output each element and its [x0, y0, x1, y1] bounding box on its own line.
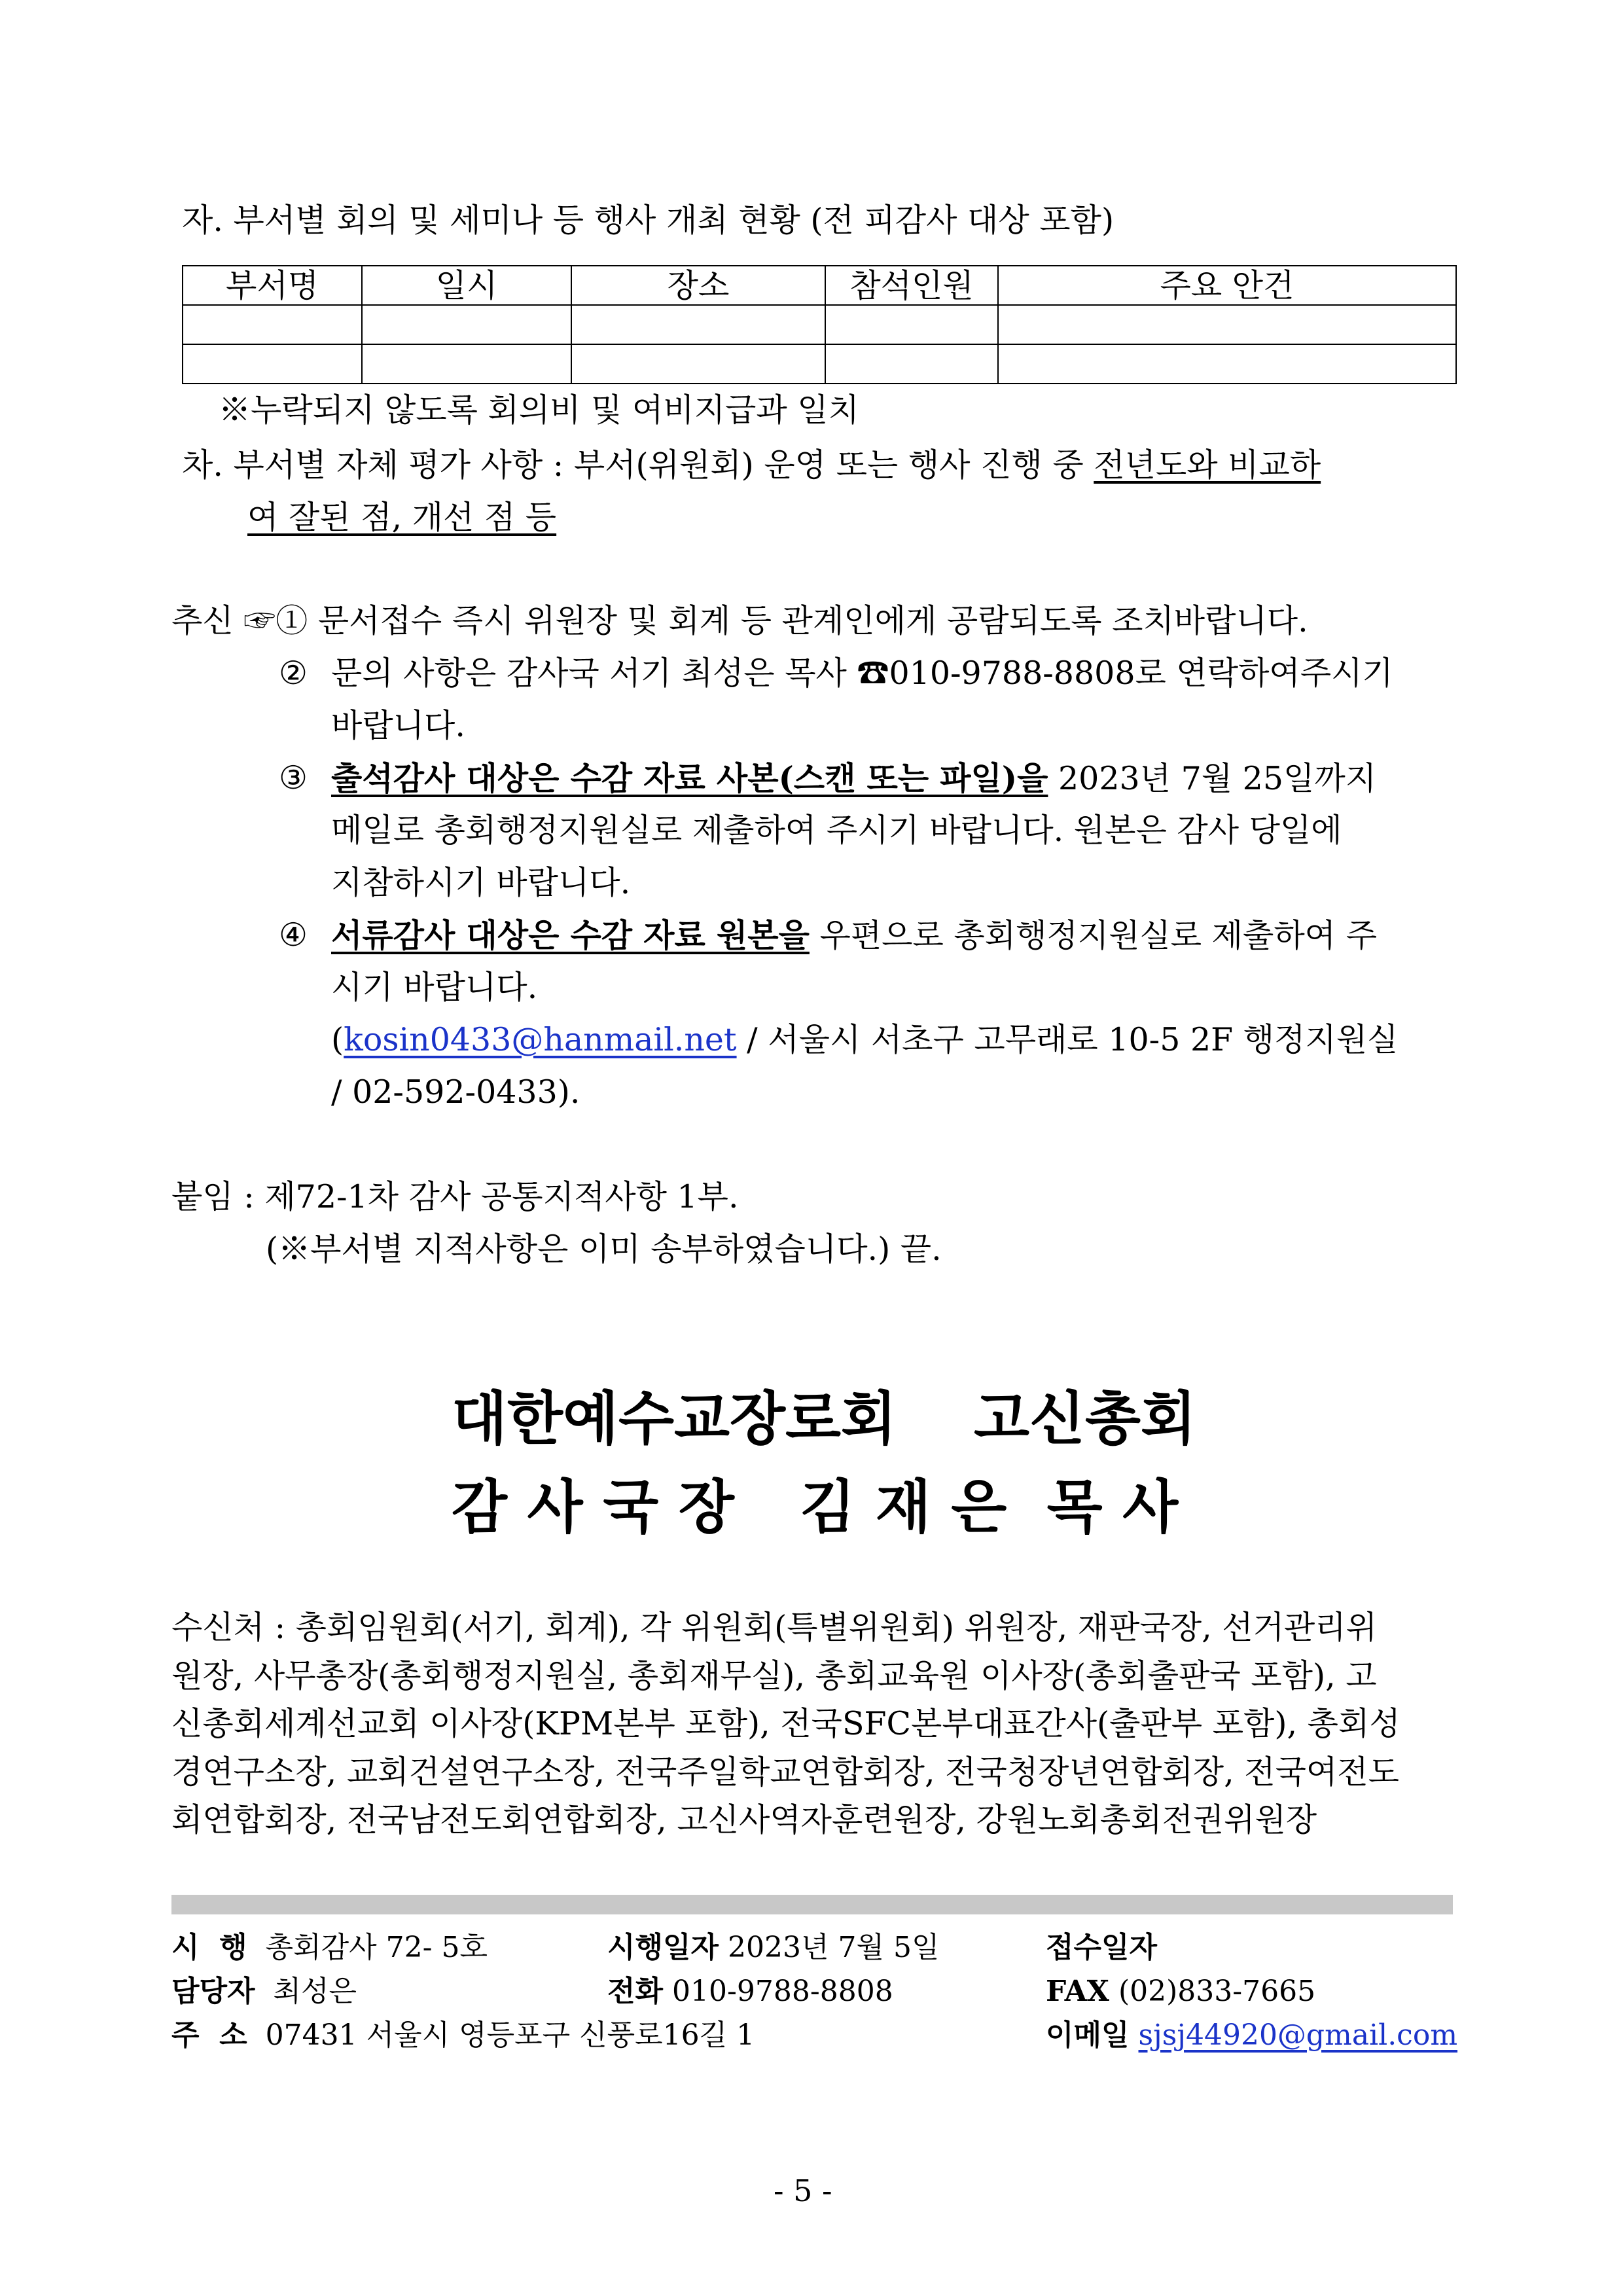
- footer-doc-no-label: 시 행: [171, 1931, 247, 1964]
- attachment-line2: (※부서별 지적사항은 이미 송부하였습니다.) 끝.: [266, 1230, 942, 1268]
- postscript-item3-line2: 메일로 총회행정지원실로 제출하여 주시기 바랍니다. 원본은 감사 당일에: [331, 812, 1342, 849]
- table-header-cell: 일시: [362, 266, 571, 305]
- footer-fax-label: FAX: [1046, 1975, 1109, 2008]
- postscript-item4-bold: 서류감사 대상은 수감 자료 원본을: [331, 916, 810, 954]
- page-number: - 5 -: [774, 2173, 832, 2208]
- footer-date: [607, 1931, 939, 1965]
- table-header-cell: 참석인원: [825, 266, 998, 305]
- footer-doc-no-value: 총회감사 72- 5호: [265, 1931, 488, 1964]
- recipients-line: 회연합회장, 전국남전도회연합회장, 고신사역자훈련원장, 강원노회총회전권위원장: [171, 1801, 1317, 1839]
- postscript-item3-line1: [331, 759, 1376, 798]
- recipients-line: 수신처 : 총회임원회(서기, 회계), 각 위원회(특별위원회) 위원장, 재판국장, 선거관리위: [171, 1609, 1377, 1646]
- postscript-item4-line1: [331, 916, 1377, 956]
- footer-date-value: 2023년 7월 5일: [728, 1931, 940, 1964]
- event-table: [182, 265, 1457, 384]
- footer-email-link[interactable]: sjsj44920@gmail.com: [1138, 2018, 1458, 2052]
- postscript-item3-bold: 출석감사 대상은 수감 자료 사본(스캔 또는 파일)을: [331, 759, 1048, 797]
- table-row: [183, 305, 1456, 344]
- footer-divider-bar: [171, 1895, 1453, 1914]
- table-cell: [998, 305, 1456, 344]
- contact-rest: / 서울시 서초구 고무래로 10-5 2F 행정지원실: [736, 1021, 1399, 1058]
- section-cha-underlined-2: 여 잘된 점, 개선 점 등: [247, 499, 557, 536]
- footer-address-value: 07431 서울시 영등포구 신풍로16길 1: [265, 2018, 755, 2052]
- footer-address: [171, 2018, 755, 2053]
- postscript-item3-mark: ③: [279, 759, 308, 797]
- postscript-item4-line2: 시기 바랍니다.: [331, 969, 538, 1006]
- postscript-item2-mark: ②: [279, 655, 308, 692]
- table-cell: [571, 344, 825, 384]
- table-header-cell: 주요 안건: [998, 266, 1456, 305]
- recipients-line: 경연구소장, 교회건설연구소장, 전국주일학교연합회장, 전국청장년연합회장, 전국여전도: [171, 1753, 1399, 1791]
- footer-doc-no: [171, 1931, 488, 1965]
- footer-fax-value: (02)833-7665: [1118, 1975, 1316, 2008]
- signature-assembly: 고신총회: [974, 1385, 1197, 1452]
- table-cell: [825, 344, 998, 384]
- postscript-item2-line1: 문의 사항은 감사국 서기 최성은 목사 ☎010-9788-8808로 연락하여주시기: [331, 655, 1393, 692]
- postscript-item3-rest: 2023년 7월 25일까지: [1048, 760, 1377, 797]
- footer-phone-value: 010-9788-8808: [672, 1975, 893, 2008]
- postscript-item4-rest: 우편으로 총회행정지원실로 제출하여 주: [809, 917, 1377, 954]
- section-cha-line1: [182, 446, 1321, 485]
- postscript-contact-line1: [331, 1021, 1398, 1060]
- table-cell: [362, 305, 571, 344]
- footer-address-label: 주 소: [171, 2018, 247, 2052]
- footer-received-label: 접수일자: [1046, 1931, 1158, 1964]
- postscript-item2-line2: 바랍니다.: [331, 707, 465, 744]
- footer-manager: [171, 1975, 357, 2009]
- section-ja-heading: 자. 부서별 회의 및 세미나 등 행사 개최 현황 (전 피감사 대상 포함): [182, 202, 1115, 239]
- footer-phone: [607, 1975, 893, 2009]
- footer-date-label: 시행일자: [607, 1931, 719, 1964]
- recipients-block: [171, 1604, 1471, 1844]
- table-header-cell: 부서명: [183, 266, 362, 305]
- postscript-label: 추신 ☞①: [171, 602, 308, 639]
- footer-manager-value: 최성은: [273, 1975, 357, 2008]
- table-cell: [183, 305, 362, 344]
- footer-manager-label: 담당자: [171, 1975, 255, 2008]
- section-cha-prefix: 차. 부서별 자체 평가 사항 : 부서(위원회) 운영 또는 행사 진행 중: [182, 446, 1094, 484]
- footer-received: [1046, 1931, 1166, 1965]
- postscript-item1: [171, 602, 1308, 641]
- table-cell: [571, 305, 825, 344]
- postscript-contact-line2: / 02-592-0433).: [331, 1073, 580, 1111]
- footer-email: [1046, 2018, 1457, 2053]
- table-row: [183, 344, 1456, 384]
- recipients-line: 원장, 사무총장(총회행정지원실, 총회재무실), 총회교육원 이사장(총회출판국 포함), 고: [171, 1657, 1377, 1695]
- signature-org: 대한예수교장로회: [452, 1385, 897, 1452]
- postscript-item3-line3: 지참하시기 바랍니다.: [331, 864, 631, 901]
- postscript-item1-text: 문서접수 즉시 위원장 및 회계 등 관계인에게 공람되도록 조치바랍니다.: [317, 602, 1308, 639]
- table-cell: [998, 344, 1456, 384]
- table-cell: [825, 305, 998, 344]
- postscript-item4-mark: ④: [279, 916, 308, 954]
- attachment-line1: 붙임 : 제72-1차 감사 공통지적사항 1부.: [171, 1178, 739, 1215]
- footer-fax: [1046, 1975, 1315, 2009]
- contact-email-link[interactable]: kosin0433@hanmail.net: [344, 1021, 737, 1058]
- footer-email-label: 이메일: [1046, 2018, 1130, 2052]
- table-header-row: [183, 266, 1456, 305]
- table-note: ※누락되지 않도록 회의비 및 여비지급과 일치: [219, 391, 859, 429]
- contact-open-paren: (: [331, 1021, 344, 1058]
- section-cha-underlined-1: 전년도와 비교하: [1094, 446, 1321, 484]
- table-cell: [183, 344, 362, 384]
- signature-role: 감 사 국 장: [452, 1473, 734, 1541]
- table-header-cell: 장소: [571, 266, 825, 305]
- recipients-line: 신총회세계선교회 이사장(KPM본부 포함), 전국SFC본부대표간사(출판부 포함), 총회성: [171, 1705, 1400, 1742]
- footer-phone-label: 전화: [607, 1975, 664, 2008]
- table-cell: [362, 344, 571, 384]
- signature-name: 김 재 은 목 사: [800, 1473, 1179, 1541]
